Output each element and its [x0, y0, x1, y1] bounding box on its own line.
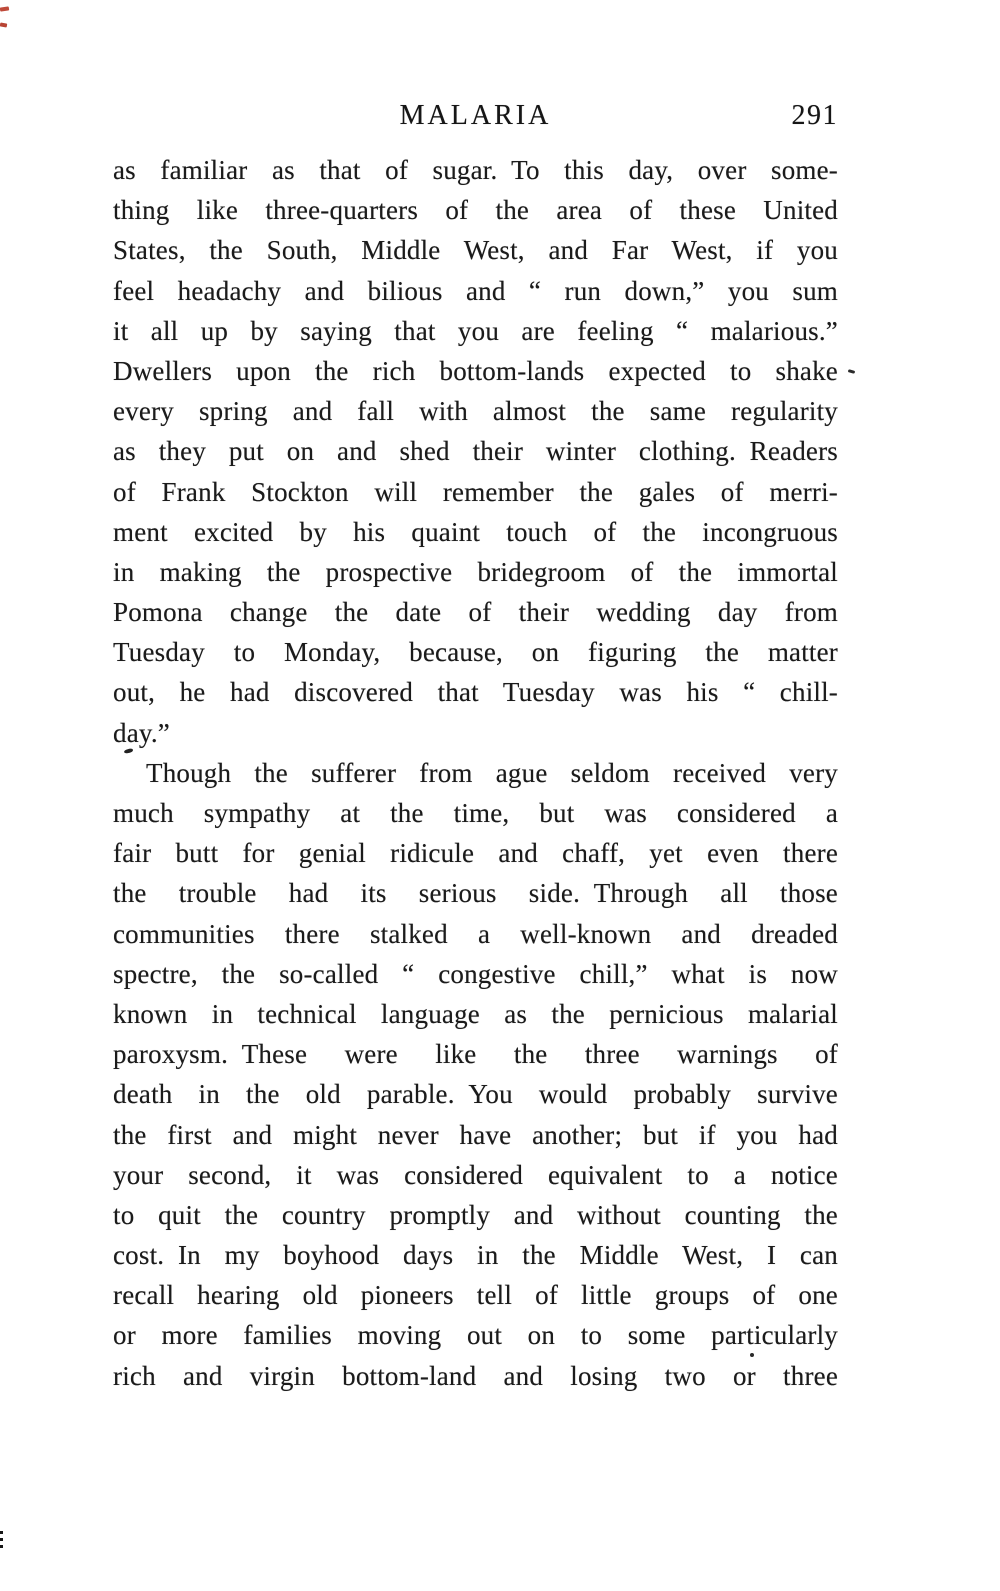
text-line: to quit the country promptly and without counting the [113, 1199, 838, 1230]
text-line: Dwellers upon the rich bottom-lands expected to shake [113, 355, 838, 386]
text-line: Pomona change the date of their wedding day from [113, 597, 838, 628]
page-text [113, 150, 838, 1396]
text-line: feel headachy and bilious and “ run down,” you sum [113, 275, 838, 306]
text-line: death in the old parable. You would probably survive [113, 1079, 838, 1110]
text-line: thing like three-quarters of the area of these United [113, 195, 838, 226]
scan-mark-red-top-left-1 [0, 6, 9, 11]
text-line: it all up by saying that you are feeling “ malarious.” [113, 315, 838, 346]
text-line: cost. In my boyhood days in the Middle West, I can [113, 1240, 838, 1271]
text-line: or more families moving out on to some particularly [113, 1320, 838, 1351]
text-line: ment excited by his quaint touch of the incongruous [113, 516, 838, 547]
text-line: fair butt for genial ridicule and chaff, yet even there [113, 838, 838, 869]
text-line: known in technical language as the pernicious malarial [113, 998, 838, 1029]
page-number: 291 [791, 100, 838, 131]
text-line: paroxysm. These were like the three warnings of [113, 1039, 838, 1070]
text-line: of Frank Stockton will remember the gales of merri- [113, 476, 838, 507]
text-line: States, the South, Middle West, and Far West, if you [113, 235, 838, 266]
running-head [113, 96, 838, 136]
text-line: the trouble had its serious side. Through all those [113, 878, 838, 909]
text-line: your second, it was considered equivalent to a notice [113, 1159, 838, 1190]
page-title: MALARIA [399, 100, 552, 131]
text-line: rich and virgin bottom-land and losing two or three [113, 1360, 838, 1391]
scan-mark-red-top-left-2 [0, 22, 7, 27]
text-line: as they put on and shed their winter clothing. Readers [113, 436, 838, 467]
text-line: as familiar as that of sugar. To this day, over some- [113, 155, 838, 185]
text-line: in making the prospective bridegroom of the immortal [113, 556, 838, 587]
text-line: Tuesday to Monday, because, on figuring the matter [113, 637, 838, 668]
scan-speck-under-particularly [750, 1353, 754, 1357]
text-line: much sympathy at the time, but was considered a [113, 798, 838, 828]
text-line: spectre, the so-called “ congestive chill,” what is now [113, 958, 838, 989]
text-line: out, he had discovered that Tuesday was his “ chill- [113, 677, 838, 708]
text-line: recall hearing old pioneers tell of little groups of one [113, 1280, 838, 1311]
text-line-paragraph-start: Though the sufferer from ague seldom received very [146, 757, 838, 788]
scan-speck-right-margin [848, 369, 856, 374]
text-line-paragraph-end: day.” [113, 717, 170, 748]
scan-mark-bottom-left [0, 1531, 3, 1548]
text-line: the first and might never have another; but if you had [113, 1119, 838, 1150]
text-line: communities there stalked a well-known and dreaded [113, 918, 838, 949]
text-line: every spring and fall with almost the same regularity [113, 396, 838, 427]
